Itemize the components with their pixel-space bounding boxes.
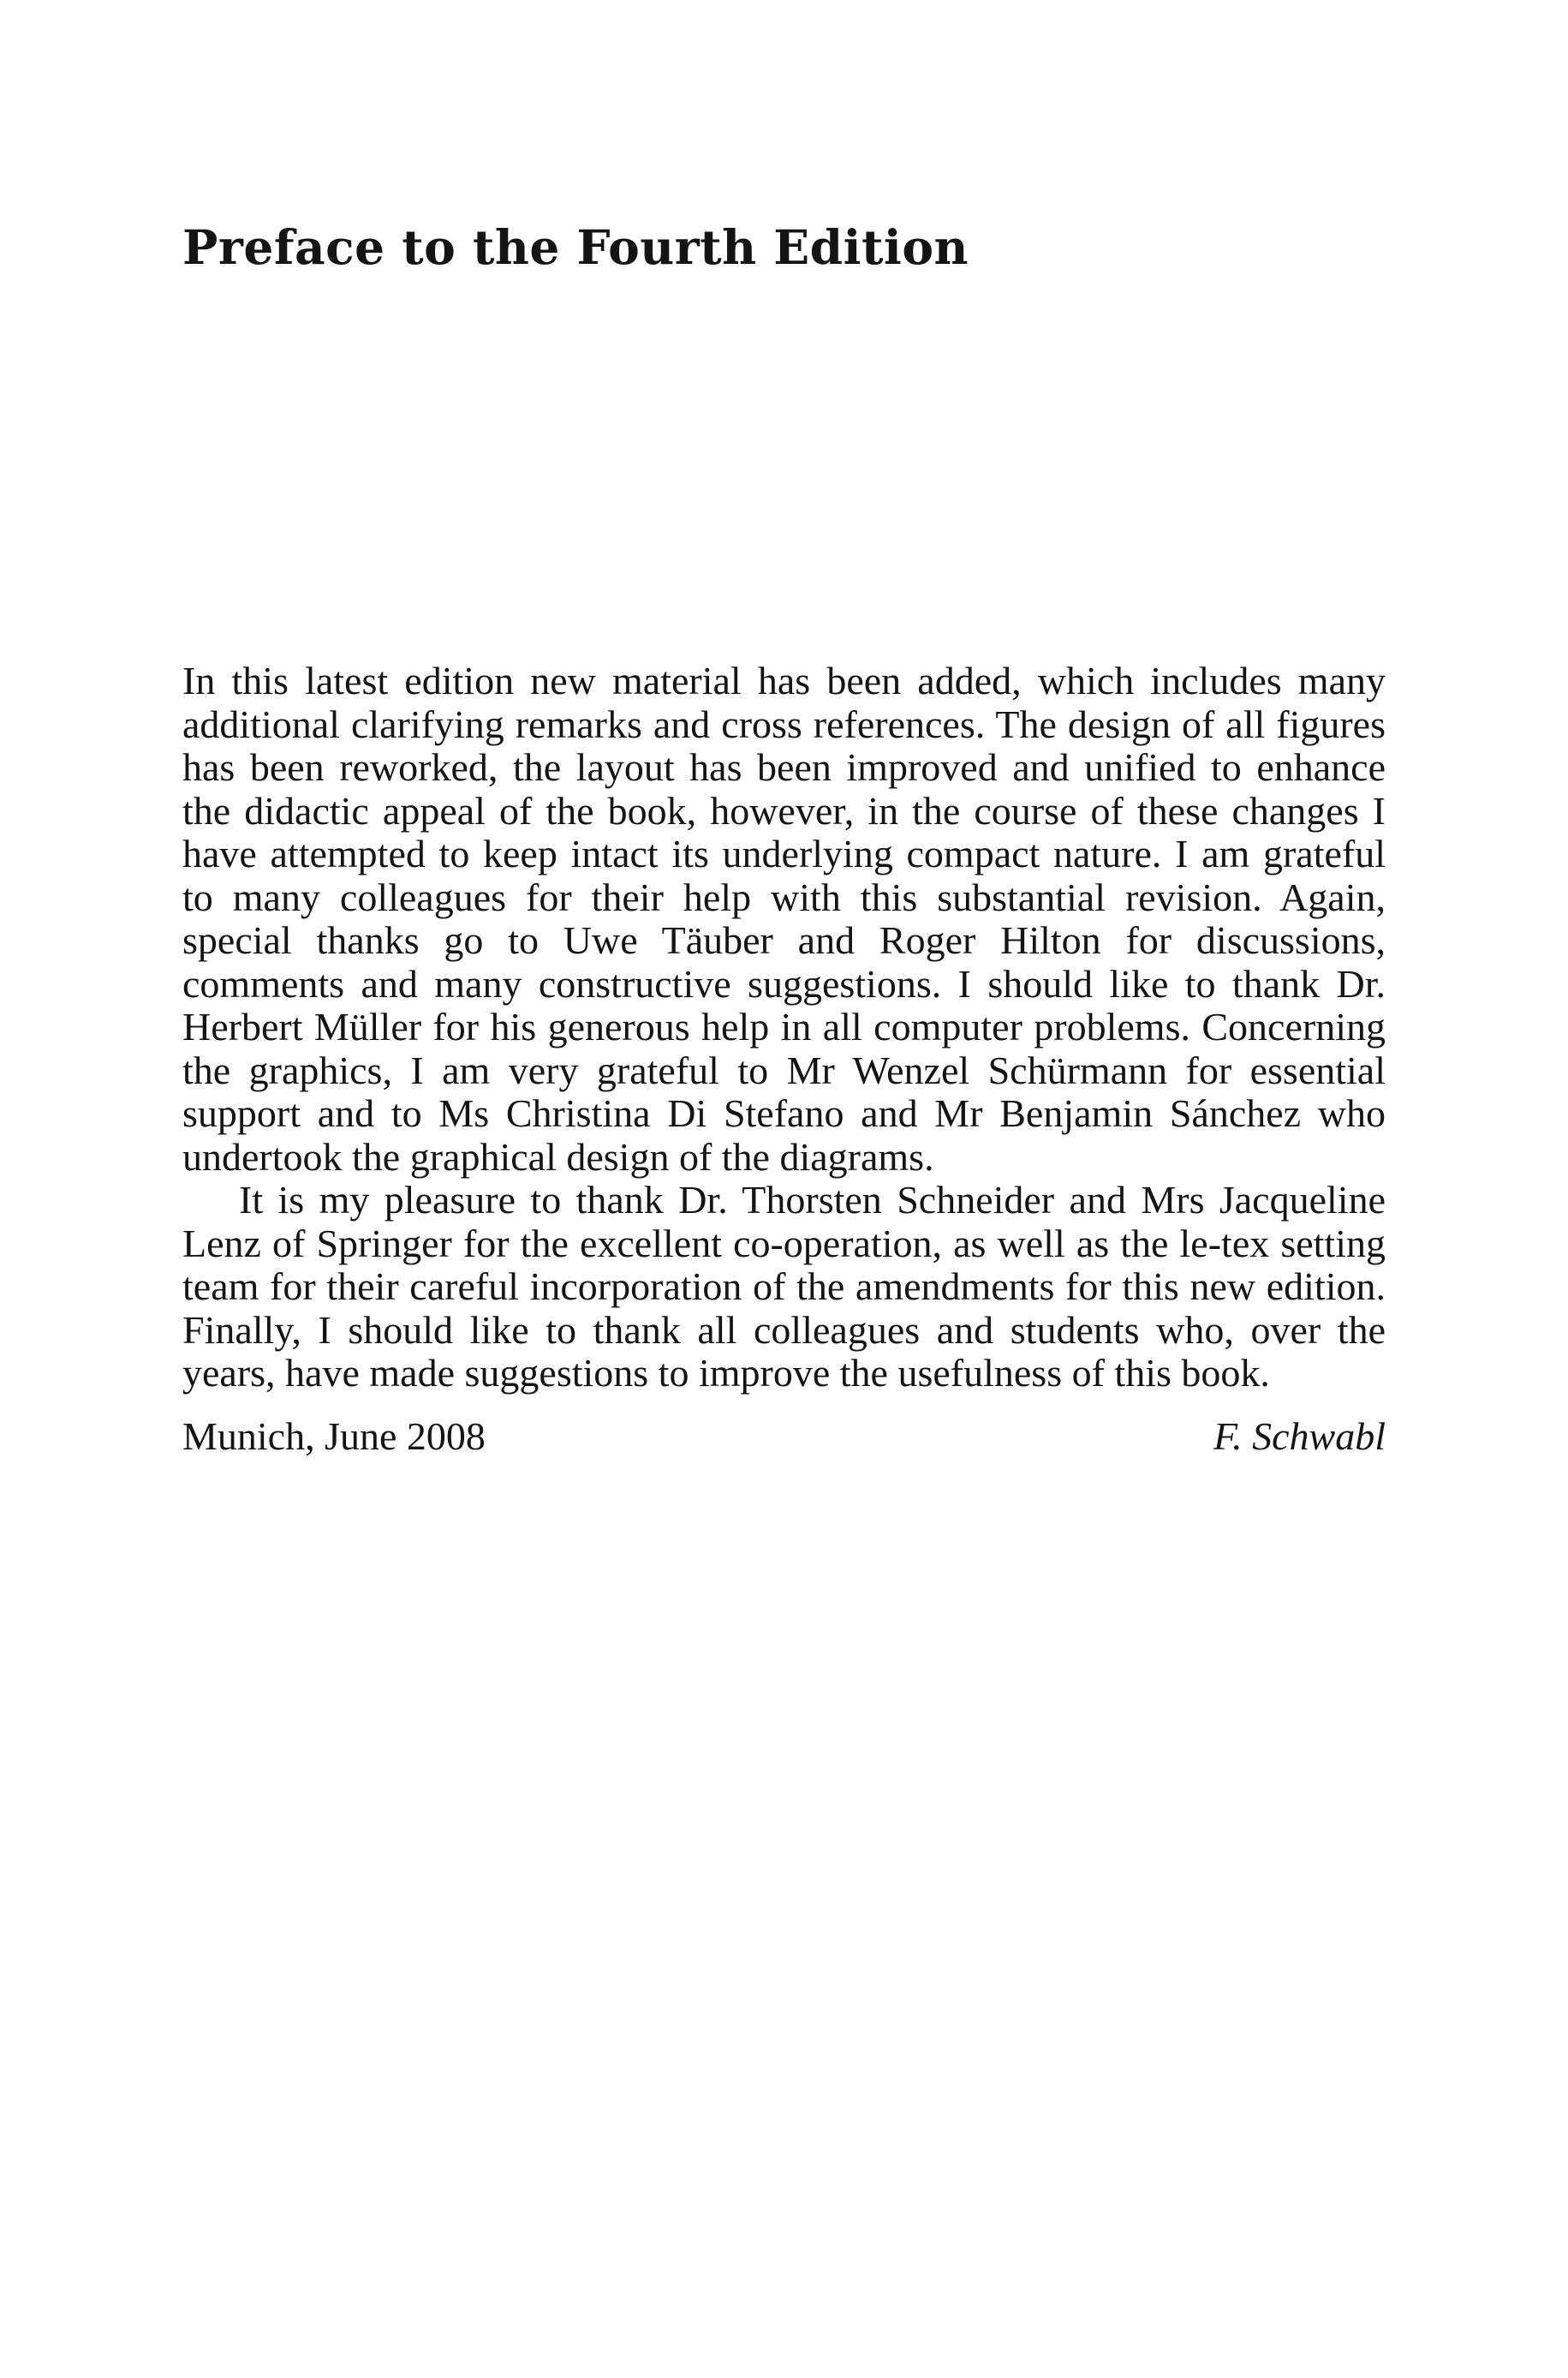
preface-body (182, 660, 1386, 1395)
paragraph-2: It is my pleasure to thank Dr. Thorsten Schneider and Mrs Jacqueline Lenz of Springer for the excellent co-operation, as well as the le-tex setting team for their careful incorporation of the amendments for this new edition. Finally, I should like to thank all colleagues and students who, over the years, have made suggestions to improve the usefulness of this book. (182, 1178, 1386, 1395)
page-title: Preface to the Fourth Edition (182, 219, 969, 275)
author-signature: F. Schwabl (1213, 1414, 1386, 1458)
place-date: Munich, June 2008 (182, 1414, 486, 1458)
paragraph-1: In this latest edition new material has been added, which includes many additional clarifying remarks and cross references. The design of all figures has been reworked, the layout has been improved and unified to enhance the didactic appeal of the book, however, in the course of these changes I have attempted to keep intact its underlying compact nature. I am grateful to many colleagues for their help with this substantial revision. Again, special thanks go to Uwe Täuber and Roger Hilton for discussions, comments and many constructive suggestions. I should like to thank Dr. Herbert Müller for his generous help in all computer problems. Concerning the graphics, I am very grateful to Mr Wenzel Schürmann for essential support and to Ms Christina Di Stefano and Mr Benjamin Sánchez who undertook the graphical design of the diagrams. (182, 659, 1386, 1179)
signature-line (182, 1415, 1386, 1458)
